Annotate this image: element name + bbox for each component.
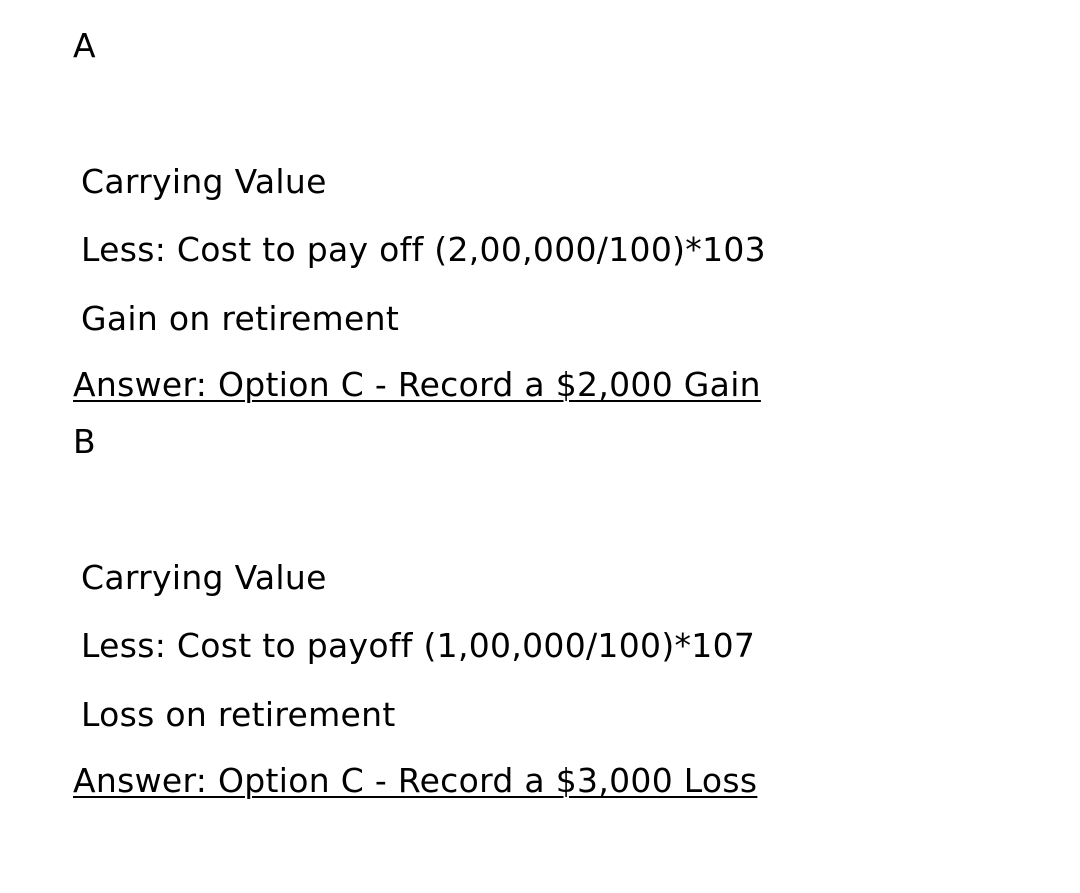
cost-to-pay-off-line-a: Less: Cost to pay off (2,00,000/100)*103: [81, 230, 766, 269]
answer-a: Answer: Option C - Record a $2,000 Gain: [73, 365, 761, 404]
section-label-b: B: [73, 422, 96, 461]
carrying-value-label-b: Carrying Value: [81, 558, 327, 597]
loss-on-retirement-label: Loss on retirement: [81, 695, 396, 734]
gain-on-retirement-label: Gain on retirement: [81, 299, 400, 338]
cost-to-pay-off-line-b: Less: Cost to payoff (1,00,000/100)*107: [81, 626, 756, 665]
answer-b: Answer: Option C - Record a $3,000 Loss: [73, 761, 758, 800]
section-label-a: A: [73, 26, 96, 65]
carrying-value-label-a: Carrying Value: [81, 162, 327, 201]
